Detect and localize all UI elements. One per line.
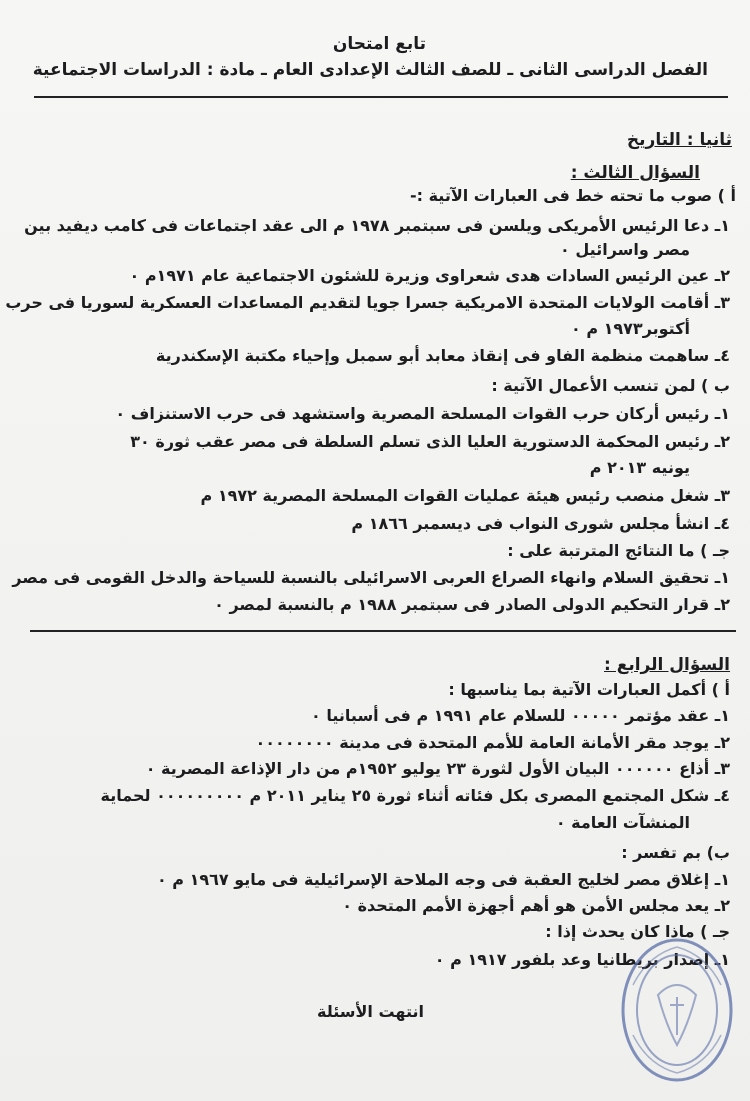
q3-b-item-1: ١ـ رئيس أركان حرب القوات المسلحة المصرية واستشهد فى حرب الاستنزاف ٠ xyxy=(115,404,730,423)
q3-c-item-2: ٢ـ قرار التحكيم الدولى الصادر فى سبتمبر ١٩٨٨ م بالنسبة لمصر ٠ xyxy=(214,595,730,614)
q4-b-item-1: ١ـ إغلاق مصر لخليج العقبة فى وجه الملاحة الإسرائيلية فى مايو ١٩٦٧ م ٠ xyxy=(156,870,730,889)
q4-title: السؤال الرابع : xyxy=(604,655,730,675)
q3-b-instruction: ب ) لمن تنسب الأعمال الآتية : xyxy=(491,376,730,395)
q4-c-item-1: ١ـ إصدار بريطانيا وعد بلفور ١٩١٧ م ٠ xyxy=(434,950,730,969)
q4-a-item-3: ٣ـ أذاع ٠٠٠٠٠٠ البيان الأول لثورة ٢٣ يوليو ١٩٥٢م من دار الإذاعة المصرية ٠ xyxy=(145,759,730,778)
q4-a-item-4: ٤ـ شكل المجتمع المصرى بكل فئاته أثناء ثورة ٢٥ يناير ٢٠١١ م ٠٠٠٠٠٠٠٠٠ لحماية xyxy=(100,786,730,805)
q4-a-item-1: ١ـ عقد مؤتمر ٠٠٠٠٠ للسلام عام ١٩٩١ م فى أسبانيا ٠ xyxy=(311,706,730,725)
question-divider xyxy=(30,630,736,632)
q3-b-item-2: ٢ـ رئيس المحكمة الدستورية العليا الذى تسلم السلطة فى مصر عقب ثورة ٣٠ xyxy=(130,432,730,451)
q4-b-instruction: ب) بم تفسر : xyxy=(621,843,730,862)
q3-b-item-4: ٤ـ انشأ مجلس شورى النواب فى ديسمبر ١٨٦٦ م xyxy=(351,514,730,533)
q3-a-item-3-cont: أكتوبر١٩٧٣ م ٠ xyxy=(570,319,690,338)
q4-a-item-4-cont: المنشآت العامة ٠ xyxy=(555,813,690,832)
q3-a-item-1-cont: مصر واسرائيل ٠ xyxy=(560,240,690,259)
q4-a-instruction: أ ) أكمل العبارات الآتية بما يناسبها : xyxy=(448,680,730,699)
q3-a-item-4: ٤ـ ساهمت منظمة الفاو فى إنقاذ معابد أبو سمبل وإحياء مكتبة الإسكندرية xyxy=(155,346,730,365)
header-divider xyxy=(34,96,728,98)
q3-a-item-1: ١ـ دعا الرئيس الأمريكى ويلسن فى سبتمبر ١٩٧٨ م الى عقد اجتماعات فى كامب ديفيد بين xyxy=(24,216,730,235)
header-exam-info: الفصل الدراسى الثانى ـ للصف الثالث الإعدادى العام ـ مادة : الدراسات الاجتماعية xyxy=(32,60,708,80)
q4-c-instruction: جـ ) ماذا كان يحدث إذا : xyxy=(545,922,730,941)
q3-c-item-1: ١ـ تحقيق السلام وانهاء الصراع العربى الاسرائيلى بالنسبة للسياحة والدخل القومى فى مصر xyxy=(12,568,730,587)
q3-a-instruction: أ ) صوب ما تحته خط فى العبارات الآتية :- xyxy=(409,186,736,205)
q3-b-item-2-cont: يونيه ٢٠١٣ م xyxy=(589,458,690,477)
end-of-questions: انتهت الأسئلة xyxy=(317,1002,424,1021)
q4-a-item-2: ٢ـ يوجد مقر الأمانة العامة للأمم المتحدة فى مدينة ٠٠٠٠٠٠٠٠ xyxy=(255,733,730,752)
section-title-history: ثانيا : التاريخ xyxy=(626,130,732,150)
q3-a-item-2: ٢ـ عين الرئيس السادات هدى شعراوى وزيرة للشئون الاجتماعية عام ١٩٧١م ٠ xyxy=(129,266,730,285)
q3-c-instruction: جـ ) ما النتائج المترتبة على : xyxy=(507,541,730,560)
q3-title: السؤال الثالث : xyxy=(570,163,700,183)
q4-b-item-2: ٢ـ يعد مجلس الأمن هو أهم أجهزة الأمم المتحدة ٠ xyxy=(342,896,730,915)
school-seal-stamp xyxy=(618,935,736,1085)
header-continued-exam: تابع امتحان xyxy=(332,34,426,54)
q3-b-item-3: ٣ـ شغل منصب رئيس هيئة عمليات القوات المسلحة المصرية ١٩٧٢ م xyxy=(200,486,730,505)
q3-a-item-3: ٣ـ أقامت الولايات المتحدة الامريكية جسرا جويا لتقديم المساعدات العسكرية لسوريا فى حرب xyxy=(5,293,730,312)
